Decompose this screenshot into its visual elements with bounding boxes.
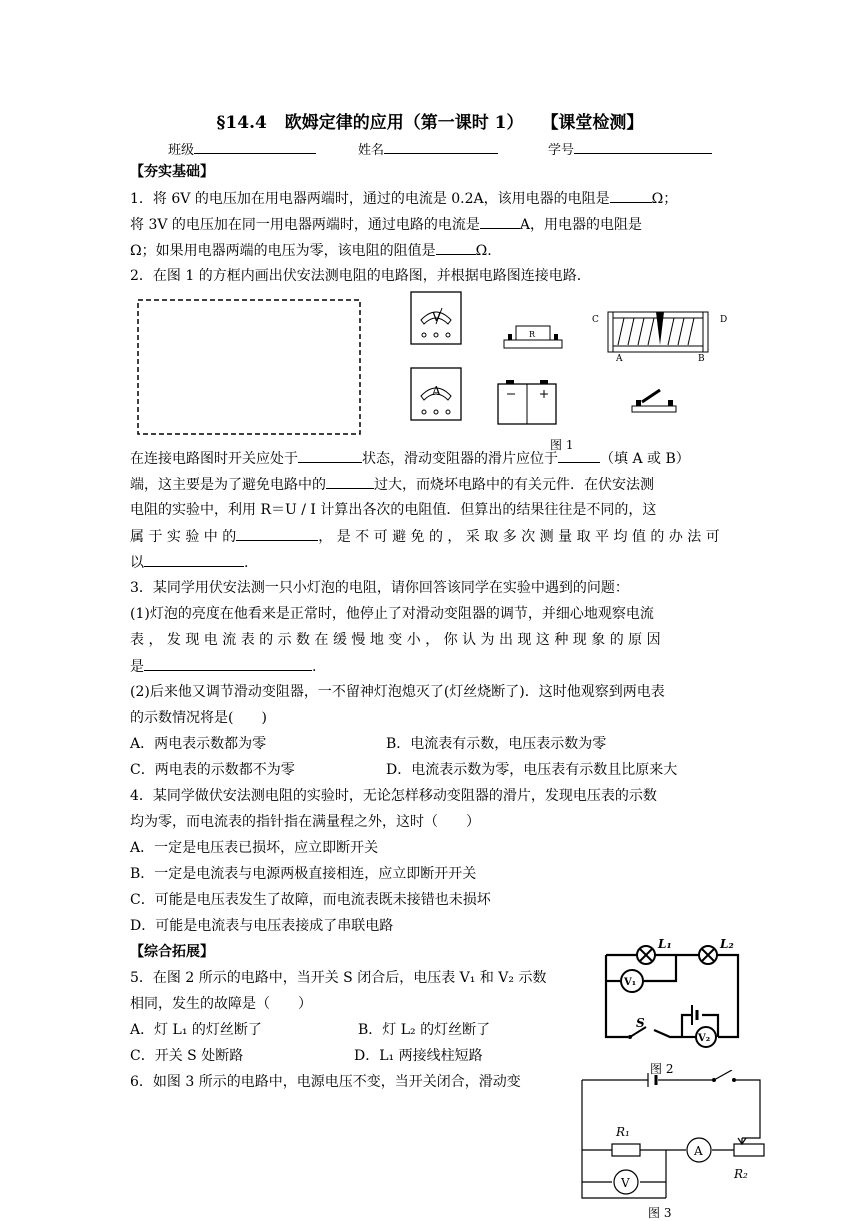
voltmeter-v2-icon (696, 1027, 716, 1047)
q3-line3: 表 ， 发 现 电 流 表 的 示 数 在 缓 慢 地 变 小 ， 你 认 为 出 现 这 种 现 象 的 原 因 (130, 632, 661, 648)
q2-blank-current[interactable] (326, 474, 374, 489)
battery-icon (648, 1073, 656, 1087)
svg-text:V₁: V₁ (624, 977, 637, 988)
number-field: 学号 (548, 139, 712, 158)
resistor-r1-icon (612, 1125, 640, 1156)
svg-text:A: A (432, 384, 441, 398)
svg-text:R₂: R₂ (734, 1167, 748, 1181)
q1-line3: Ω；如果用电器两端的电压为零，该电阻的阻值是 Ω. (130, 240, 492, 261)
q6-line1: 6．如图 3 所示的电路中，电源电压不变，当开关闭合，滑动变 (130, 1074, 521, 1090)
q2-blank-switch[interactable] (298, 448, 362, 463)
q3-line4: 是 . (130, 656, 316, 677)
q2-blank-reduce[interactable] (144, 552, 244, 567)
svg-text:L₂: L₂ (720, 937, 734, 951)
battery-icon (692, 1005, 697, 1025)
svg-text:D: D (720, 315, 728, 325)
q5-option-d[interactable]: D．L₁ 两接线柱短路 (354, 1048, 483, 1064)
number-blank[interactable] (574, 139, 712, 154)
q3-option-c[interactable]: C．两电表的示数都不为零 (130, 762, 295, 778)
figure-3-caption: 图 3 (648, 1206, 672, 1220)
q2-blank-slider[interactable] (558, 448, 600, 463)
q4-option-b[interactable]: B．一定是电流表与电源两极直接相连，应立即断开开关 (130, 866, 477, 882)
figure-1 (130, 290, 750, 450)
ammeter-icon (687, 1138, 711, 1162)
q2-line4: 电阻的实验中，利用 R＝U / I 计算出各次的电阻值．但算出的结果往往是不同的，这 (130, 502, 657, 518)
figure-1-caption: 图 1 (550, 438, 574, 452)
q2-line3: 端，这主要是为了避免电路中的 过大，而烧坏电路中的有关元件．在伏安法测 (130, 474, 654, 495)
q1-line2: 将 3V 的电压加在同一用电器两端时，通过电路的电流是 A，用电器的电阻是 (130, 214, 642, 235)
svg-text:V: V (432, 310, 441, 324)
battery-icon (498, 380, 556, 424)
svg-text:A: A (694, 1144, 703, 1158)
q4-option-d[interactable]: D．可能是电流表与电压表接成了串联电路 (130, 918, 394, 934)
q3-line5: (2)后来他又调节滑动变阻器，一不留神灯泡熄灭了(灯丝烧断了)．这时他观察到两电表 (130, 684, 665, 700)
q3-option-a[interactable]: A．两电表示数都为零 (130, 736, 267, 752)
q4-option-a[interactable]: A．一定是电压表已损坏，应立即断开关 (130, 840, 379, 856)
title-main: 欧姆定律的应用（第一课时 1） (284, 113, 524, 133)
section-number: §14.4 (216, 113, 267, 133)
section-basic: 【夯实基础】 (130, 164, 214, 180)
svg-text:R: R (529, 330, 536, 339)
svg-text:C: C (592, 315, 599, 325)
q5-option-b[interactable]: B．灯 L₂ 的灯丝断了 (358, 1022, 491, 1038)
q5-line2: 相同，发生的故障是（ ） (130, 996, 312, 1012)
q1-blank3[interactable] (436, 240, 476, 255)
voltmeter-icon (614, 1170, 638, 1194)
rheostat-r2-icon (733, 1138, 764, 1181)
q2-line6: 以 . (130, 552, 248, 573)
voltmeter-icon (411, 292, 461, 344)
class-field: 班级 (168, 139, 316, 158)
lamp-l1-icon (637, 937, 672, 964)
svg-text:S: S (636, 1016, 645, 1030)
svg-text:V: V (621, 1176, 630, 1190)
figure-2 (600, 935, 750, 1060)
switch-s-icon (628, 1016, 646, 1039)
ammeter-icon (411, 368, 461, 420)
svg-text:B: B (698, 354, 705, 364)
svg-text:V₂: V₂ (698, 1033, 711, 1044)
svg-text:R₁: R₁ (616, 1125, 630, 1139)
svg-text:A: A (616, 354, 623, 364)
q3-line1: 3．某同学用伏安法测一只小灯泡的电阻，请你回答该同学在实验中遇到的问题： (130, 580, 629, 596)
section-extend: 【综合拓展】 (130, 944, 214, 960)
q1-line1: 1．将 6V 的电压加在用电器两端时，通过的电流是 0.2A，该用电器的电阻是 Ω； (130, 188, 677, 209)
q5-option-a[interactable]: A．灯 L₁ 的灯丝断了 (130, 1022, 262, 1038)
drawing-box[interactable] (138, 300, 360, 434)
q3-line2: (1)灯泡的亮度在他看来是正常时，他停止了对滑动变阻器的调节，并细心地观察电流 (130, 606, 654, 622)
q3-option-d[interactable]: D．电流表示数为零，电压表有示数且比原来大 (386, 762, 678, 778)
svg-text:L₁: L₁ (658, 937, 672, 951)
q3-line6: 的示数情况将是( ) (130, 710, 267, 726)
figure-2-caption: 图 2 (650, 1062, 674, 1076)
q4-option-c[interactable]: C．可能是电压表发生了故障，而电流表既未接错也未损坏 (130, 892, 491, 908)
q3-blank-reason[interactable] (144, 656, 312, 671)
q5-line1: 5．在图 2 所示的电路中，当开关 S 闭合后，电压表 V₁ 和 V₂ 示数 (130, 970, 547, 986)
page-title (0, 108, 860, 133)
rheostat-icon (592, 312, 727, 364)
resistor-icon (504, 326, 562, 348)
name-field: 姓名 (358, 139, 498, 158)
q4-line1: 4．某同学做伏安法测电阻的实验时，无论怎样移动变阻器的滑片，发现电压表的示数 (130, 788, 657, 804)
voltmeter-v1-icon (621, 970, 643, 992)
switch-icon (632, 390, 676, 412)
q4-line2: 均为零，而电流表的指针指在满量程之外，这时（ ） (130, 814, 480, 830)
switch-icon (712, 1070, 736, 1082)
q1-blank1[interactable] (610, 188, 652, 203)
name-blank[interactable] (384, 139, 498, 154)
q2-line1: 2．在图 1 的方框内画出伏安法测电阻的电路图，并根据电路图连接电路. (130, 268, 582, 284)
q2-line5: 属 于 实 验 中 的 ， 是 不 可 避 免 的 ， 采 取 多 次 测 量 取 平 均 值 的 办 法 可 (130, 526, 720, 547)
q2-line2: 在连接电路图时开关应处于 状态，滑动变阻器的滑片应位于 （填 A 或 B） (130, 448, 690, 469)
q5-option-c[interactable]: C．开关 S 处断路 (130, 1048, 244, 1064)
q1-blank2[interactable] (480, 214, 520, 229)
lamp-l2-icon (699, 937, 734, 964)
q2-blank-error[interactable] (236, 526, 318, 541)
class-blank[interactable] (194, 139, 316, 154)
q3-option-b[interactable]: B．电流表有示数，电压表示数为零 (386, 736, 607, 752)
title-tag: 【课堂检测】 (541, 113, 644, 133)
figure-3 (576, 1070, 772, 1216)
